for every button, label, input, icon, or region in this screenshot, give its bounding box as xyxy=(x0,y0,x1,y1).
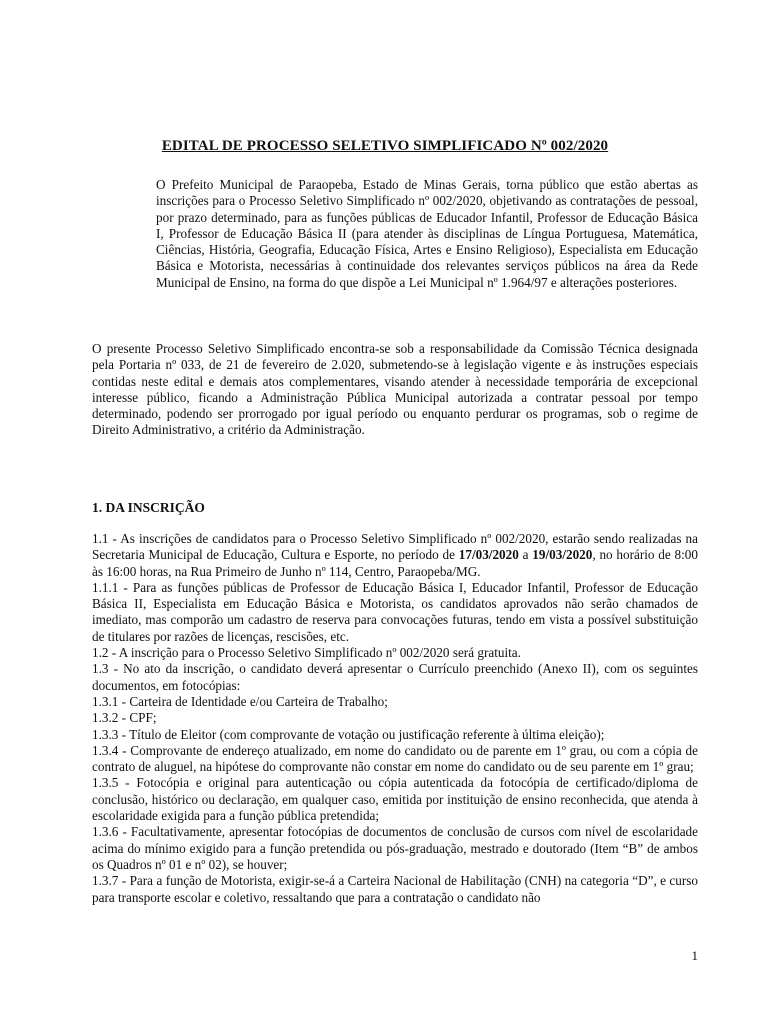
item-1-3-6: 1.3.6 - Facultativamente, apresentar fotocópias de documentos de conclusão de cursos com nível de escolaridade acima do mínimo exigido para a função pretendida ou pós-graduação, mestrado e doutorado (Item “B” de ambos os Quadros nº 01 e nº 02), se houver; xyxy=(92,824,698,872)
intro-paragraph: O Prefeito Municipal de Paraopeba, Estado de Minas Gerais, torna público que estão abertas as inscrições para o Processo Seletivo Simplificado nº 002/2020, objetivando as contratações de pessoal, por prazo determinado, para as funções públicas de Educador Infantil, Professor de Educação Básica I, Professor de Educação Básica II (para atender às disciplinas de Língua Portuguesa, Matemática, Ciências, História, Geografia, Educação Física, Artes e Ensino Religioso), Especialista em Educação Básica e Motorista, necessárias à continuidade dos relevantes serviços públicos na área da Rede Municipal de Ensino, na forma do que dispõe a Lei Municipal nº 1.964/97 e alterações posteriores. xyxy=(156,177,698,290)
item-1-1 xyxy=(92,531,698,580)
item-1-1-text-c: , no horário de 8:00 às 16:00 horas, na Rua Primeiro de Junho nº 114, Centro, Paraopeba/MG. xyxy=(92,547,698,579)
document-title: EDITAL DE PROCESSO SELETIVO SIMPLIFICADO Nº 002/2020 xyxy=(161,138,609,154)
item-1-1-text-b: a xyxy=(518,547,533,563)
item-1-3: 1.3 - No ato da inscrição, o candidato deverá apresentar o Currículo preenchido (Anexo II), com os seguintes documentos, em fotocópias: xyxy=(92,661,698,693)
item-1-3-5: 1.3.5 - Fotocópia e original para autenticação ou cópia autenticada da fotocópia de certificado/diploma de conclusão, histórico ou declaração, em qualquer caso, emitida por instituição de ensino reconhecida, que atenda à escolaridade exigida para a função pública pretendida; xyxy=(92,775,698,824)
item-1-3-2: 1.3.2 - CPF; xyxy=(92,710,157,726)
item-1-1-text-a: 1.1 - As inscrições de candidatos para o Processo Seletivo Simplificado nº 002/2020, estarão sendo realizadas na Secretaria Municipal de Educação, Cultura e Esporte, no período de xyxy=(92,531,698,563)
commission-paragraph: O presente Processo Seletivo Simplificado encontra-se sob a responsabilidade da Comissão Técnica designada pela Portaria nº 033, de 21 de fevereiro de 2.020, submetendo-se à legislação vigente e às instruções especiais contidas neste edital e demais atos complementares, visando atender à necessidade temporária de excepcional interesse público, ficando a Administração Pública Municipal autorizada a contratar pessoal por tempo determinado, podendo ser prorrogado por igual período ou enquanto perdurar os programas, sob o regime de Direito Administrativo, a critério da Administração. xyxy=(92,341,698,438)
section-title-inscricao: 1. DA INSCRIÇÃO xyxy=(92,500,205,515)
item-1-3-7: 1.3.7 - Para a função de Motorista, exigir-se-á a Carteira Nacional de Habilitação (CNH) na categoria “D”, e curso para transporte escolar e coletivo, ressaltando que para a contratação o candidato não xyxy=(92,873,698,905)
item-1-2: 1.2 - A inscrição para o Processo Seletivo Simplificado nº 002/2020 será gratuita. xyxy=(92,645,521,661)
item-1-3-3: 1.3.3 - Título de Eleitor (com comprovante de votação ou justificação referente à última eleição); xyxy=(92,726,605,742)
item-1-1-1: 1.1.1 - Para as funções públicas de Professor de Educação Básica I, Educador Infantil, Professor de Educação Básica II, Especialista em Educação Básica e Motorista, os candidatos aprovados não serão chamados de imediato, mas comporão um cadastro de reserva para convocações futuras, tendo em vista a possível substituição de titulares por razões de licenças, rescisões, etc. xyxy=(92,579,698,644)
page-number: 1 xyxy=(691,948,698,963)
section-body xyxy=(92,531,698,906)
item-1-3-4: 1.3.4 - Comprovante de endereço atualizado, em nome do candidato ou de parente em 1º grau, ou com a cópia de contrato de aluguel, na hipótese do comprovante não constar em nome do candidato ou de seu parente em 1º grau; xyxy=(92,742,698,775)
item-1-3-1: 1.3.1 - Carteira de Identidade e/ou Carteira de Trabalho; xyxy=(92,693,388,709)
item-1-1-date-start: 17/03/2020 xyxy=(458,547,519,563)
item-1-1-date-end: 19/03/2020 xyxy=(532,547,593,563)
